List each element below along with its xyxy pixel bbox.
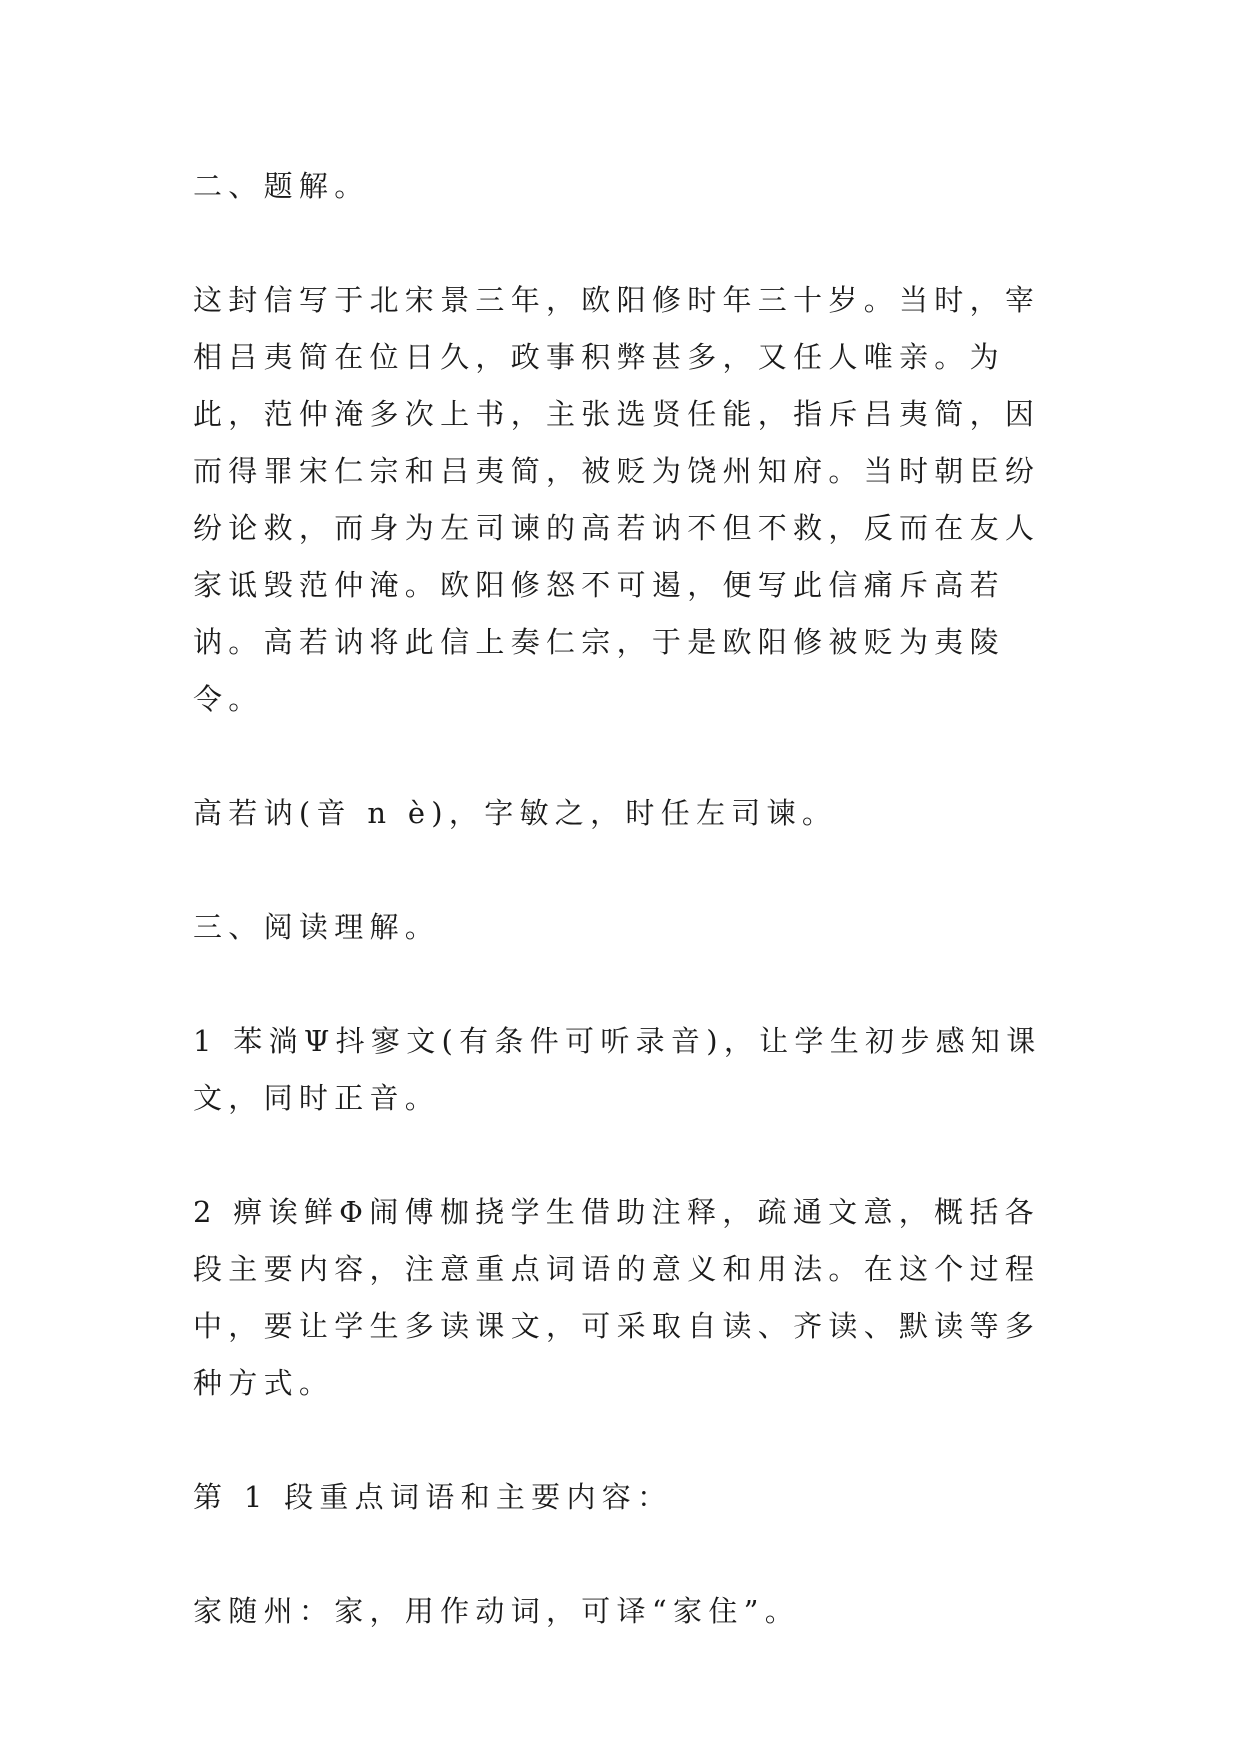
step-1-paragraph: 1 苯淌Ψ抖寥文(有条件可听录音)，让学生初步感知课文，同时正音。 <box>193 1024 1042 1115</box>
section-heading-explanation: 二、题解。 <box>193 169 370 203</box>
name-note-paragraph: 高若讷(音 n è)，字敏之，时任左司谏。 <box>193 796 838 830</box>
background-paragraph: 这封信写于北宋景三年，欧阳修时年三十岁。当时，宰相吕夷简在位日久，政事积弊甚多，又任人唯亲。为此，范仲淹多次上书，主张选贤任能，指斥吕夷简，因而得罪宋仁宗和吕夷简，被贬为饶州知府。当时朝臣纷纷论救，而身为左司谏的高若讷不但不救，反而在友人家诋毁范仲淹。欧阳修怒不可遏，便写此信痛斥高若讷。高若讷将此信上奏仁宗，于是欧阳修被贬为夷陵令。 <box>193 283 1041 716</box>
vocab-note-paragraph: 家随州：家，用作动词，可译“家住”。 <box>193 1594 801 1628</box>
document-body <box>193 158 1063 1640</box>
paragraph-1-heading: 第 1 段重点词语和主要内容： <box>193 1480 673 1514</box>
section-heading-reading: 三、阅读理解。 <box>193 910 441 944</box>
step-2-paragraph: 2 痹诶鲜Φ闹傅枷挠学生借助注释，疏通文意，概括各段主要内容，注意重点词语的意义和用法。在这个过程中，要让学生多读课文，可采取自读、齐读、默读等多种方式。 <box>193 1195 1041 1400</box>
